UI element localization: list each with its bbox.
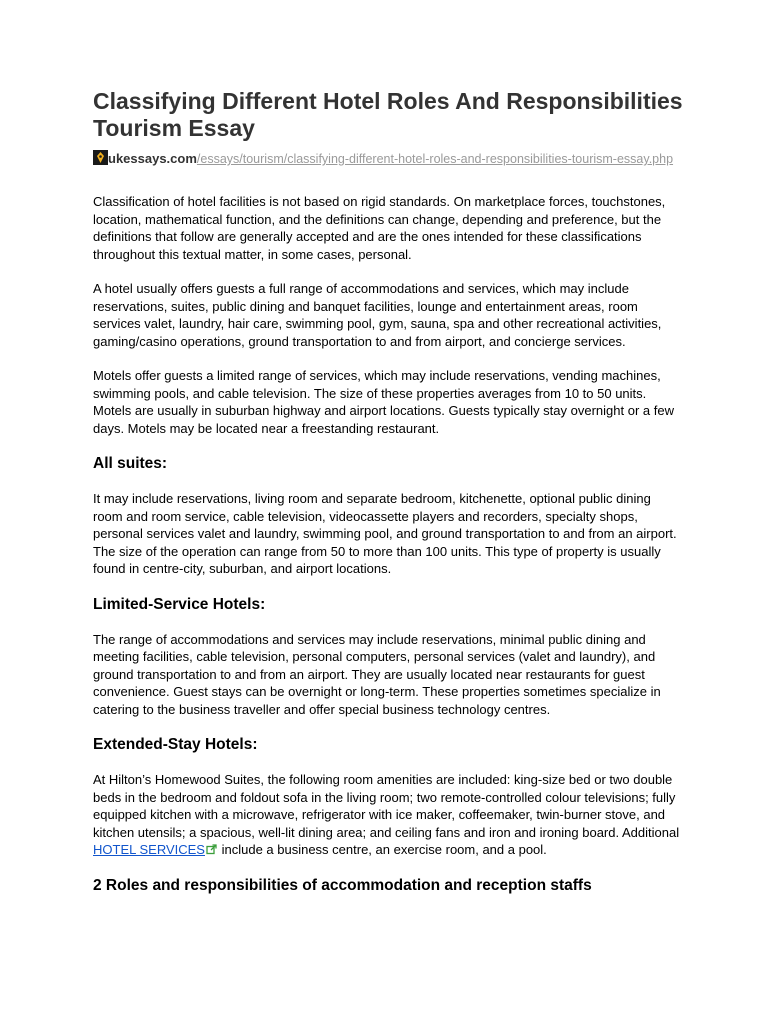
source-path-link[interactable]: /essays/tourism/classifying-different-hotel-roles-and-responsibilities-tourism-essay.php (196, 152, 674, 166)
limited-service-paragraph: The range of accommodations and services may include reservations, minimal public dining and meeting facilities, cable television, personal computers, personal services (valet and laundry), and ground transportation to and from an airport. They are usually located near restaurants for guest convenience. Guest stays can be overnight or long-term. These properties sometimes specialize in catering to the business traveller and offer special business technology centres. (93, 631, 661, 717)
extended-stay-heading: Extended-Stay Hotels: (93, 736, 258, 753)
all-suites-paragraph: It may include reservations, living room and separate bedroom, kitchenette, optional public dining room and room service, cable television, videocassette players and recorders, specialty shops, personal services valet and laundry, swimming pool, and ground transportation to and from an airport. The size of the operation can range from 50 to more than 100 units. This type of property is usually found in centre-city, suburban, and airport locations. (93, 491, 677, 576)
extended-stay-paragraph (93, 771, 683, 859)
intro-paragraph: Classification of hotel facilities is not based on rigid standards. On marketplace forces, touchstones, location, mathematical function, and the definitions can change, depending and preference, but the definitions that follow are generally accepted and are the ones intended for these classifications throughout this textual matter, in some cases, personal. (93, 194, 666, 262)
motels-paragraph: Motels offer guests a limited range of services, which may include reservations, vending machines, swimming pools, and cable television. The size of these properties averages from 10 to 50 units. Motels are usually in suburban highway and airport locations. Guests typically stay overnight or a few days. Motels may be located near a freestanding restaurant. (93, 368, 674, 436)
hotel-services-link[interactable]: HOTEL SERVICES (93, 842, 205, 857)
all-suites-heading: All suites: (93, 455, 168, 472)
extended-stay-text-after: include a business centre, an exercise room, and a pool. (217, 842, 547, 857)
limited-service-heading: Limited-Service Hotels: (93, 595, 266, 613)
document-title: Classifying Different Hotel Roles And Responsibilities Tourism Essay (93, 88, 683, 141)
extended-stay-text-before: At Hilton’s Homewood Suites, the following room amenities are included: king-size bed or two double beds in the bedroom and foldout sofa in the living room; two remote-controlled colour televisions; fully equipped kitchen with a microwave, refrigerator with ice maker, coffeemaker, twin-burner stove, and kitchen utensils; a spacious, well-lit dining area; and ceiling fans and iron and ironing board. Additional (93, 772, 680, 840)
ukessays-logo-icon (93, 150, 108, 165)
hotel-paragraph: A hotel usually offers guests a full range of accommodations and services, which may include reservations, suites, public dining and banquet facilities, lounge and entertainment areas, room services valet, laundry, hair care, swimming pool, gym, sauna, spa and other recreational activities, gaming/casino operations, ground transportation to and from airport, and concierge services. (93, 281, 662, 349)
source-domain-link[interactable]: ukessays.com (108, 151, 197, 166)
document-page (93, 88, 683, 912)
source-line (93, 150, 683, 167)
external-link-icon[interactable] (206, 842, 217, 853)
roles-heading: 2 Roles and responsibilities of accommodation and reception staffs (93, 876, 592, 894)
